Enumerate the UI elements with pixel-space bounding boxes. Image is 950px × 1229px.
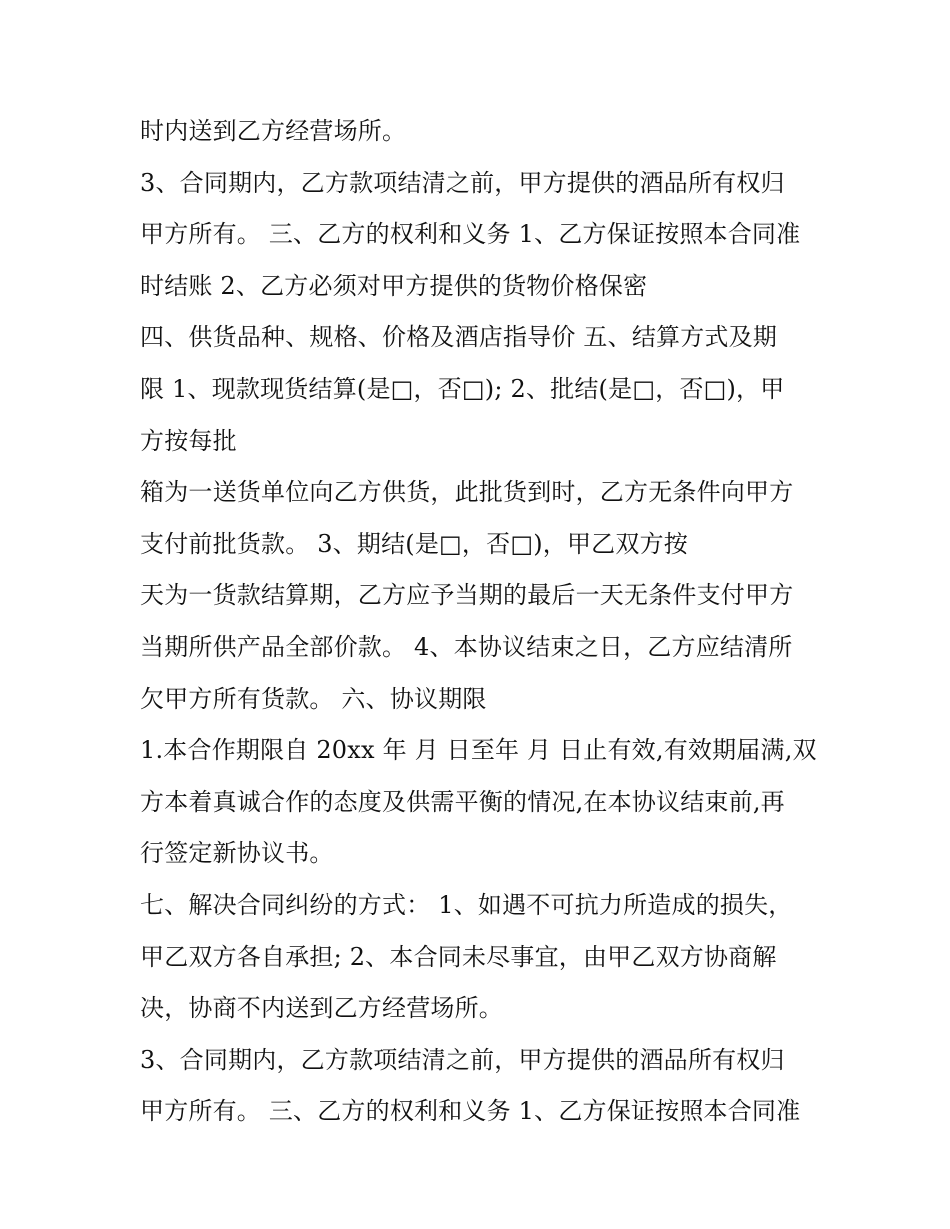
text-line: 四、供货品种、规格、价格及酒店指导价 五、结算方式及期 (140, 323, 778, 352)
text-line: 时内送到乙方经营场所。 (140, 117, 407, 145)
text-line: 天为一货款结算期，乙方应予当期的最后一天无条件支付甲方 (140, 581, 794, 610)
text-line: 箱为一送货单位向乙方供货，此批货到时，乙方无条件向甲方 (140, 478, 794, 507)
document-body (140, 106, 840, 1138)
text-line: 七、解决合同纠纷的方式： 1、如遇不可抗力所造成的损失， (140, 890, 793, 919)
text-line: 3、合同期内，乙方款项结清之前，甲方提供的酒品所有权归 (140, 1045, 785, 1074)
text-line: 甲方所有。 三、乙方的权利和义务 1、乙方保证按照本合同准 (140, 1097, 801, 1126)
text-line: 限 1、现款现货结算(是□，否□); 2、批结(是□，否□)，甲 (140, 374, 785, 403)
text-line: 甲乙双方各自承担; 2、本合同未尽事宜，由甲乙双方协商解 (140, 942, 777, 971)
text-line: 1.本合作期限自 20xx 年 月 日至年 月 日止有效,有效期届满,双 (140, 736, 817, 765)
text-line: 3、合同期内，乙方款项结清之前，甲方提供的酒品所有权归 (140, 168, 785, 197)
text-line: 欠甲方所有货款。 六、协议期限 (140, 684, 487, 713)
text-line: 时结账 2、乙方必须对甲方提供的货物价格保密 (140, 271, 648, 300)
text-line: 行签定新协议书。 (140, 839, 334, 868)
text-line: 方按每批 (140, 426, 237, 455)
text-line: 决，协商不内送到乙方经营场所。 (140, 994, 503, 1023)
text-line: 甲方所有。 三、乙方的权利和义务 1、乙方保证按照本合同准 (140, 220, 801, 249)
text-line: 方本着真诚合作的态度及供需平衡的情况,在本协议结束前,再 (140, 787, 785, 816)
text-line: 支付前批货款。 3、期结(是□，否□)，甲乙双方按 (140, 529, 688, 558)
text-line: 当期所供产品全部价款。 4、本协议结束之日，乙方应结清所 (140, 632, 793, 661)
